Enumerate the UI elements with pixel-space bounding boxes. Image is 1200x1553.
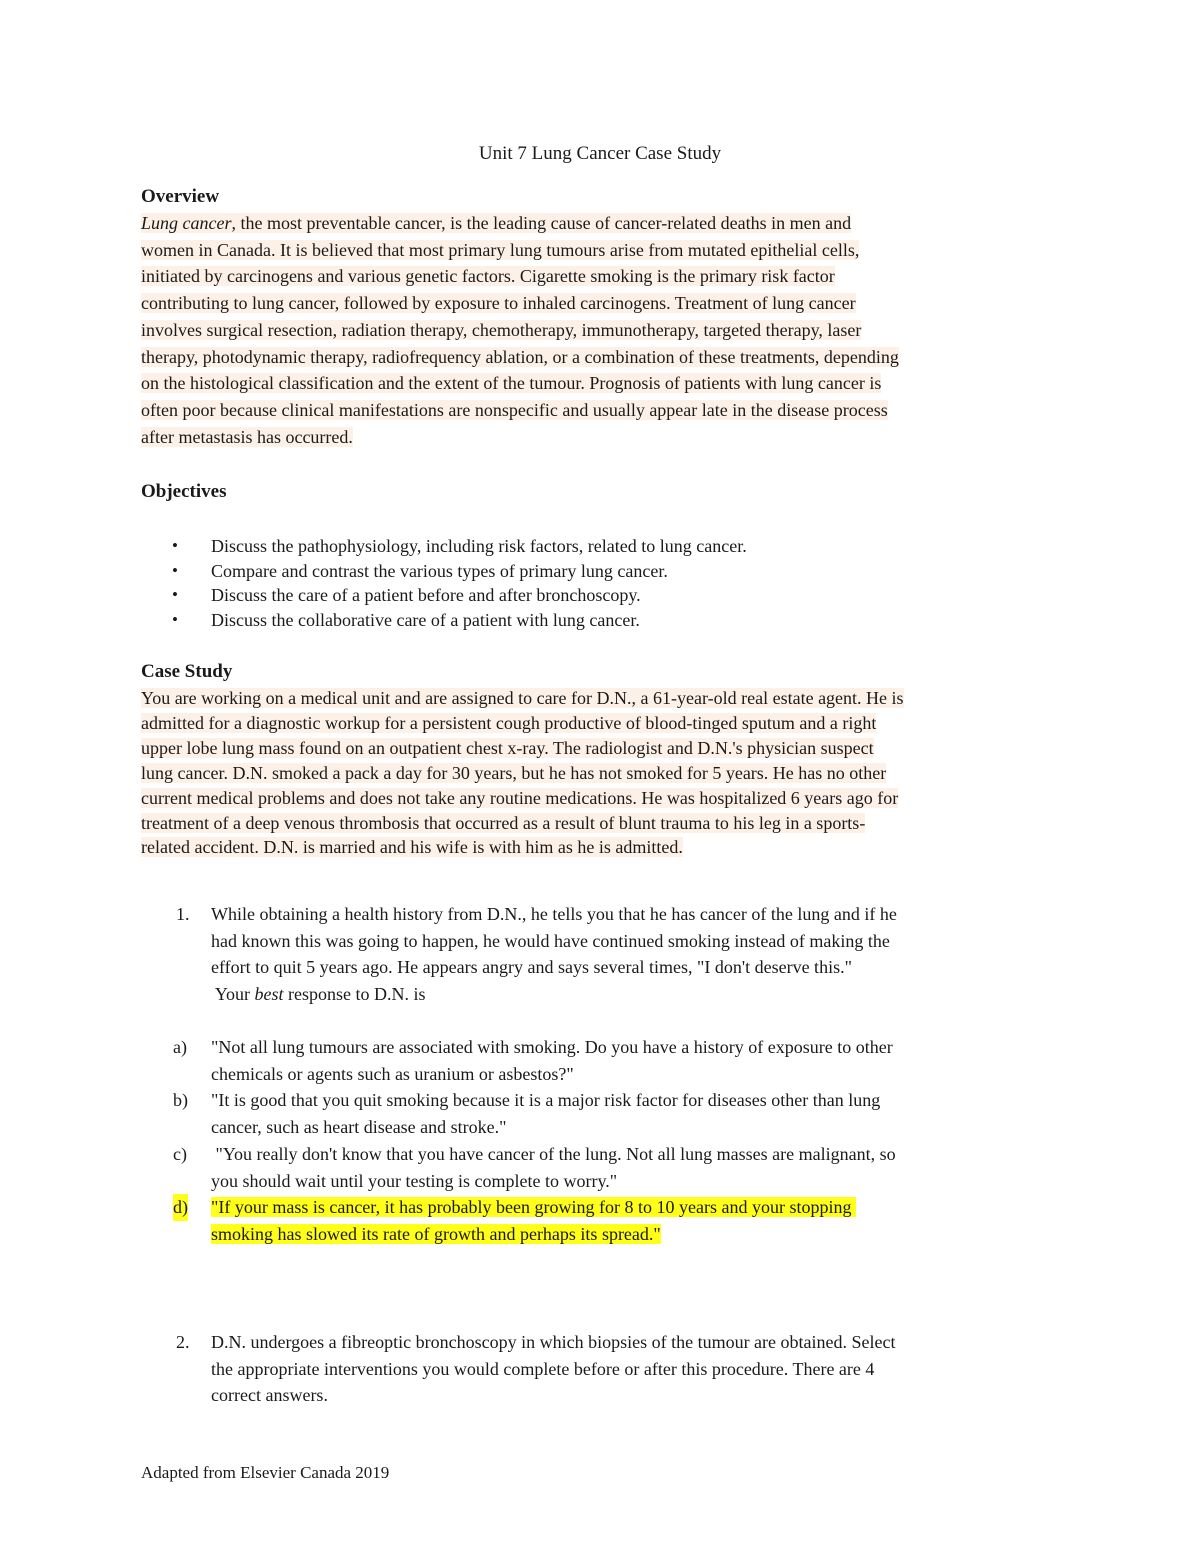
option-a[interactable]: a) "Not all lung tumours are associated with smoking. Do you have a history of exposure to other chemicals or agents such as uranium or asbestos?" [141, 1034, 1061, 1087]
case-study-line: related accident. D.N. is married and his wife is with him as he is admitted. [141, 837, 683, 858]
bullet-icon: • [172, 536, 178, 555]
overview-line: after metastasis has occurred. [141, 426, 353, 447]
list-item: • Discuss the care of a patient before and after bronchoscopy. [141, 583, 1041, 608]
overview-line: contributing to lung cancer, followed by exposure to inhaled carcinogens. Treatment of lung cancer [141, 293, 856, 314]
case-study-line: current medical problems and does not take any routine medications. He was hospitalized 6 years ago for [141, 787, 899, 808]
option-label: a) [173, 1037, 187, 1057]
overview-line: women in Canada. It is believed that most primary lung tumours arise from mutated epithelial cells, [141, 239, 860, 260]
question-1-stem: 1. While obtaining a health history from D.N., he tells you that he has cancer of the lung and if he had known this was going to happen, he would have continued smoking instead of making the effort to quit 5 years ago. He appears angry and says several times, "I don't deserve this." Your best response to D.N. is [141, 901, 1061, 1008]
case-study-line: treatment of a deep venous thrombosis that occurred as a result of blunt trauma to his leg in a sports- [141, 812, 866, 833]
question-1 [141, 901, 1061, 1008]
list-item: • Discuss the pathophysiology, including risk factors, related to lung cancer. [141, 534, 1041, 559]
overview-line: Lung cancer, the most preventable cancer, is the leading cause of cancer-related deaths in men and [141, 213, 852, 233]
overview-line: involves surgical resection, radiation therapy, chemotherapy, immunotherapy, targeted therapy, laser [141, 319, 862, 340]
question-2-stem: 2. D.N. undergoes a fibreoptic bronchoscopy in which biopsies of the tumour are obtained. Select the appropriate interventions you would complete before or after this procedure. There are 4 correct answers. [141, 1329, 1061, 1409]
option-d-highlighted[interactable]: d) "If your mass is cancer, it has probably been growing for 8 to 10 years and your stopping smoking has slowed its rate of growth and perhaps its spread." [141, 1194, 1061, 1247]
case-study-line: You are working on a medical unit and are assigned to care for D.N., a 61-year-old real estate agent. He is [141, 688, 904, 708]
overview-line: therapy, photodynamic therapy, radiofrequency ablation, or a combination of these treatments, depending [141, 346, 899, 367]
case-study-line: upper lobe lung mass found on an outpatient chest x-ray. The radiologist and D.N.'s physician suspect [141, 737, 874, 758]
bullet-icon: • [172, 560, 178, 580]
overview-line: initiated by carcinogens and various genetic factors. Cigarette smoking is the primary risk factor [141, 266, 835, 287]
case-study-heading: Case Study [141, 661, 233, 682]
question-2 [141, 1329, 1061, 1409]
question-1-options [141, 1034, 1061, 1248]
case-study-line: admitted for a diagnostic workup for a persistent cough productive of blood-tinged sputum and a right [141, 712, 877, 733]
bullet-icon: • [172, 585, 178, 605]
page-footer: Adapted from Elsevier Canada 2019 [141, 1463, 390, 1482]
question-1-prompt: Your best response to D.N. is [211, 984, 426, 1005]
list-item: • Discuss the collaborative care of a patient with lung cancer. [141, 608, 1041, 633]
option-label: d) [173, 1194, 188, 1221]
question-number: 2. [176, 1332, 190, 1352]
list-item: • Compare and contrast the various types of primary lung cancer. [141, 559, 1041, 584]
objectives-list [141, 534, 1041, 633]
overview-line: on the histological classification and the extent of the tumour. Prognosis of patients with lung cancer is [141, 373, 882, 394]
objectives-heading: Objectives [141, 481, 227, 502]
overview-line: often poor because clinical manifestations are nonspecific and usually appear late in the disease process [141, 399, 888, 420]
question-number: 1. [176, 904, 190, 924]
overview-paragraph [141, 210, 1061, 450]
option-label: c) [173, 1143, 187, 1164]
option-b[interactable]: b) "It is good that you quit smoking because it is a major risk factor for diseases other than lung cancer, such as heart disease and stroke." [141, 1087, 1061, 1140]
case-study-paragraph [141, 686, 1061, 860]
option-label: b) [173, 1090, 188, 1111]
overview-heading: Overview [141, 186, 220, 207]
bullet-icon: • [172, 610, 178, 630]
case-study-line: lung cancer. D.N. smoked a pack a day for 30 years, but he has not smoked for 5 years. He has no other [141, 762, 887, 783]
page-title: Unit 7 Lung Cancer Case Study [478, 143, 722, 164]
option-c[interactable]: c) "You really don't know that you have cancer of the lung. Not all lung masses are malignant, so you should wait until your testing is complete to worry." [141, 1141, 1061, 1194]
